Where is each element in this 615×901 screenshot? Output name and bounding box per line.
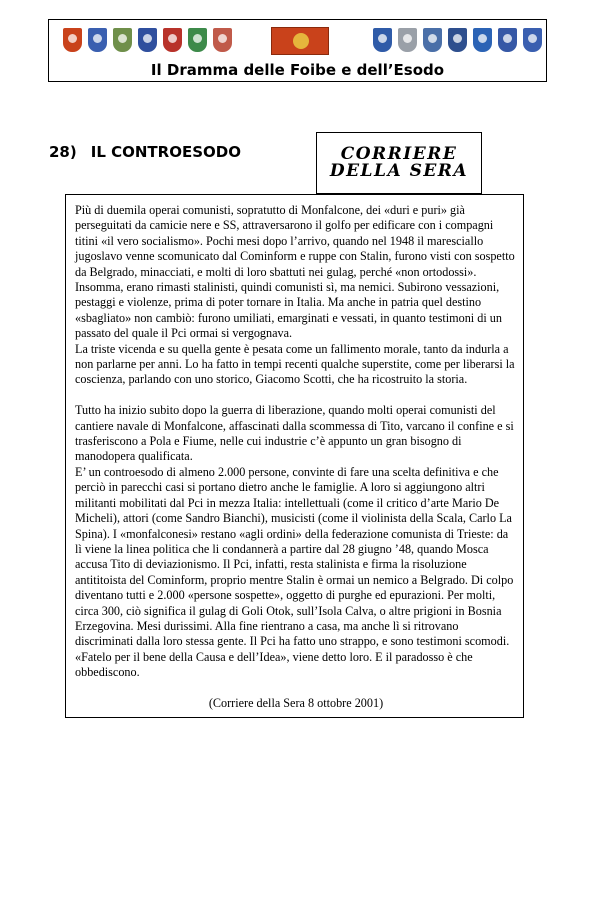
page-header [48, 19, 547, 82]
coat-of-arms-icon [113, 28, 132, 52]
coat-of-arms-icon [88, 28, 107, 52]
header-title: Il Dramma delle Foibe e dell’Esodo [150, 61, 445, 79]
coat-of-arms-icon [473, 28, 492, 52]
paragraph-gap [75, 388, 517, 403]
section-heading [49, 143, 241, 161]
coat-of-arms-icon [188, 28, 207, 52]
logo-line-2: DELLA SERA [329, 161, 469, 181]
coat-of-arms-icon [213, 28, 232, 52]
coat-of-arms-icon [63, 28, 82, 52]
coat-of-arms-icon [138, 28, 157, 52]
coat-of-arms-icon [163, 28, 182, 52]
article-paragraph: Più di duemila operai comunisti, sopratutto di Monfalcone, dei «duri e puri» già perseguitati da camicie nere e SS, attraversarono il golfo per edificare con i compagni titini «il vero socialismo». Pochi mesi dopo l’arrivo, quando nel 1948 il maresciallo jugoslavo venne scomunicato dal Cominform e ruppe con Stalin, furono visti con sospetto da Belgrado, minacciati, e molti di loro sbattuti nei gulag, perché «non ortodossi». Insomma, erano rimasti stalinisti, quindi comunisti sì, ma nemici. Subirono vessazioni, pestaggi e violenze, prima di poter tornare in Italia. Ma anche in patria quel destino «sbagliato» non cambiò: furono umiliati, emarginati e vessati, in quanto testimoni di un passato del quale il Pci ormai si vergognava. [75, 203, 515, 341]
coat-of-arms-icon [523, 28, 542, 52]
article-body [75, 203, 517, 711]
coat-of-arms-icon [498, 28, 517, 52]
section-number: 28) [49, 143, 77, 161]
article-paragraph: E’ un controesodo di almeno 2.000 persone, convinte di fare una scelta definitiva e che perciò in parecchi casi si portano dietro anche le famiglie. A loro si aggiungono altri militanti mobilitati dal Pci in mezza Italia: intellettuali (come il critico d’arte Mario De Micheli), attori (come Sandro Bianchi), musicisti (come il violinista della Scala, Carlo La Spina). I «monfalconesi» restano «agli ordini» della federazione comunista di Trieste: da lì viene la linea politica che li condannerà a partire dal 28 giugno ’48, quando Mosca accusa Tito di deviazionismo. Il Pci, infatti, resta stalinista e firma la risoluzione antititoista del Cominform, proprio mentre Stalin è ormai un nemico a Belgrado. Di colpo diventano tutti e 2.000 «persone sospette», oggetto di purghe ed epurazioni. Per molti, circa 300, ciò significa il gulag di Goli Otok, sull’Isola Calva, o altre prigioni in Bosnia Erzegovina. Mesi durissimi. Alla fine rientrano a casa, ma anche lì si ritrovano discriminati dalla loro stessa gente. Il Pci ha fatto uno strappo, e sono testimoni scomodi. «Fatelo per il bene della Causa e dell’Idea», viene detto loro. E il paradosso è che obbediscono. [75, 464, 514, 680]
coat-of-arms-icon [373, 28, 392, 52]
coat-of-arms-icon [398, 28, 417, 52]
article-box [65, 194, 524, 718]
coat-of-arms-icon [448, 28, 467, 52]
logo-line-1: CORRIERE [340, 144, 458, 164]
article-source: (Corriere della Sera 8 ottobre 2001) [208, 695, 384, 710]
newspaper-logo [316, 132, 482, 194]
article-paragraph: Tutto ha inizio subito dopo la guerra di liberazione, quando molti operai comunisti del cantiere navale di Monfalcone, affascinati dalla scommessa di Tito, varcano il confine e si trasferiscono a Pola e Fiume, nelle cui industrie c’è appunto un gran bisogno di manodopera qualificata. [75, 403, 514, 464]
section-title: IL CONTROESODO [90, 143, 241, 161]
article-paragraph: La triste vicenda e su quella gente è pesata come un fallimento morale, tanto da indurla a non parlarne per anni. Lo ha fatto in tempi recenti qualche superstite, come per liberarsi la coscienza, parlando con uno storico, Giacomo Scotti, che ha ricostruito la storia. [75, 341, 515, 387]
venice-lion-banner-icon [271, 27, 329, 55]
coat-of-arms-icon [423, 28, 442, 52]
